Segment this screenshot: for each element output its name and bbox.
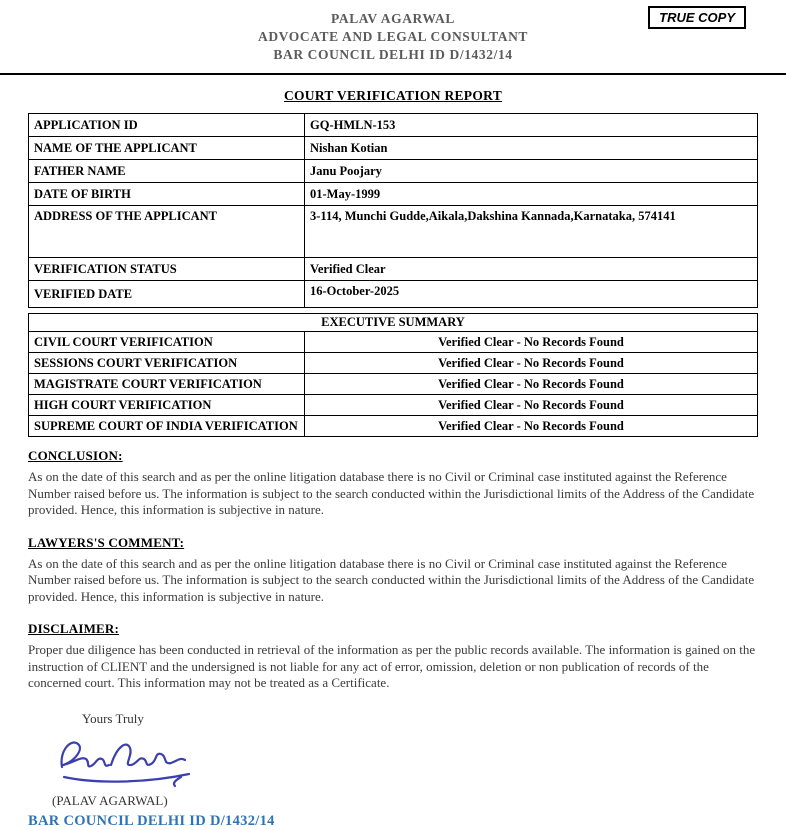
row-label: DATE OF BIRTH: [29, 183, 305, 206]
row-value: Verified Clear - No Records Found: [305, 353, 758, 374]
row-value: Verified Clear - No Records Found: [305, 374, 758, 395]
row-value: 16-October-2025: [305, 281, 758, 308]
row-value: Nishan Kotian: [305, 137, 758, 160]
table-row: [29, 114, 758, 137]
table-row: [29, 258, 758, 281]
handwritten-signature-icon: [50, 733, 200, 791]
signatory-name: (PALAV AGARWAL): [52, 792, 168, 808]
signature: [50, 733, 758, 791]
lawyers-comment-section: [28, 535, 758, 606]
table-row: [29, 281, 758, 308]
table-row: [29, 332, 758, 353]
table-row: [29, 374, 758, 395]
advocate-name: PALAV AGARWAL: [331, 11, 455, 26]
row-value: Janu Poojary: [305, 160, 758, 183]
row-label: APPLICATION ID: [29, 114, 305, 137]
row-label: FATHER NAME: [29, 160, 305, 183]
row-value: Verified Clear: [305, 258, 758, 281]
section-body: As on the date of this search and as per the online litigation database there is no Civil or Criminal case instituted against the Reference Number raised before us. The information is subject to the search conducted within the Jurisdictional limits of the Address of the Candidate provided. Hence, this information is subjective in nature.: [28, 555, 755, 604]
table-row: [29, 395, 758, 416]
advocate-bar-id: BAR COUNCIL DELHI ID D/1432/14: [273, 47, 513, 62]
row-label: VERIFIED DATE: [29, 281, 305, 308]
row-label: MAGISTRATE COURT VERIFICATION: [29, 374, 305, 395]
section-body: Proper due diligence has been conducted in retrieval of the information as per the public records available. The information is gained on the instruction of CLIENT and the undersigned is not liable for any act of error, omission, deletion or non publication of records of the concerned court. This information may not be treated as a Certificate.: [28, 642, 756, 690]
row-label: NAME OF THE APPLICANT: [29, 137, 305, 160]
table-row: [29, 160, 758, 183]
conclusion-section: [28, 448, 758, 519]
table-row: [29, 314, 758, 332]
disclaimer-section: [28, 621, 758, 692]
closing-text: Yours Truly: [82, 710, 144, 726]
table-row: [29, 353, 758, 374]
page-title: COURT VERIFICATION REPORT: [283, 88, 503, 103]
section-heading: LAWYERS'S COMMENT:: [28, 534, 185, 550]
footer-bar-id: BAR COUNCIL DELHI ID D/1432/14: [28, 812, 275, 829]
table-row: [29, 183, 758, 206]
applicant-details-table: [28, 113, 758, 308]
row-value: Verified Clear - No Records Found: [305, 332, 758, 353]
row-label: ADDRESS OF THE APPLICANT: [29, 206, 305, 258]
row-value: 01-May-1999: [305, 183, 758, 206]
row-label: SESSIONS COURT VERIFICATION: [29, 353, 305, 374]
row-label: HIGH COURT VERIFICATION: [29, 395, 305, 416]
row-value: Verified Clear - No Records Found: [305, 395, 758, 416]
table-row: [29, 206, 758, 258]
executive-summary-title: EXECUTIVE SUMMARY: [29, 314, 758, 332]
advocate-subtitle: ADVOCATE AND LEGAL CONSULTANT: [257, 29, 529, 44]
table-row: [29, 416, 758, 437]
row-value: 3-114, Munchi Gudde,Aikala,Dakshina Kannada,Karnataka, 574141: [305, 206, 758, 258]
section-body: As on the date of this search and as per the online litigation database there is no Civil or Criminal case instituted against the Reference Number raised before us. The information is subject to the search conducted within the Jurisdictional limits of the Address of the Candidate provided. Hence, this information is subjective in nature.: [28, 469, 755, 517]
section-heading: CONCLUSION:: [28, 448, 123, 463]
row-value: Verified Clear - No Records Found: [305, 416, 758, 437]
table-row: [29, 137, 758, 160]
row-label: VERIFICATION STATUS: [29, 258, 305, 281]
row-label: CIVIL COURT VERIFICATION: [29, 332, 305, 353]
section-heading: DISCLAIMER:: [28, 621, 120, 636]
true-copy-stamp: TRUE COPY: [648, 6, 746, 29]
row-value: GQ-HMLN-153: [305, 114, 758, 137]
executive-summary-table: [28, 313, 758, 437]
row-label: SUPREME COURT OF INDIA VERIFICATION: [29, 416, 305, 437]
